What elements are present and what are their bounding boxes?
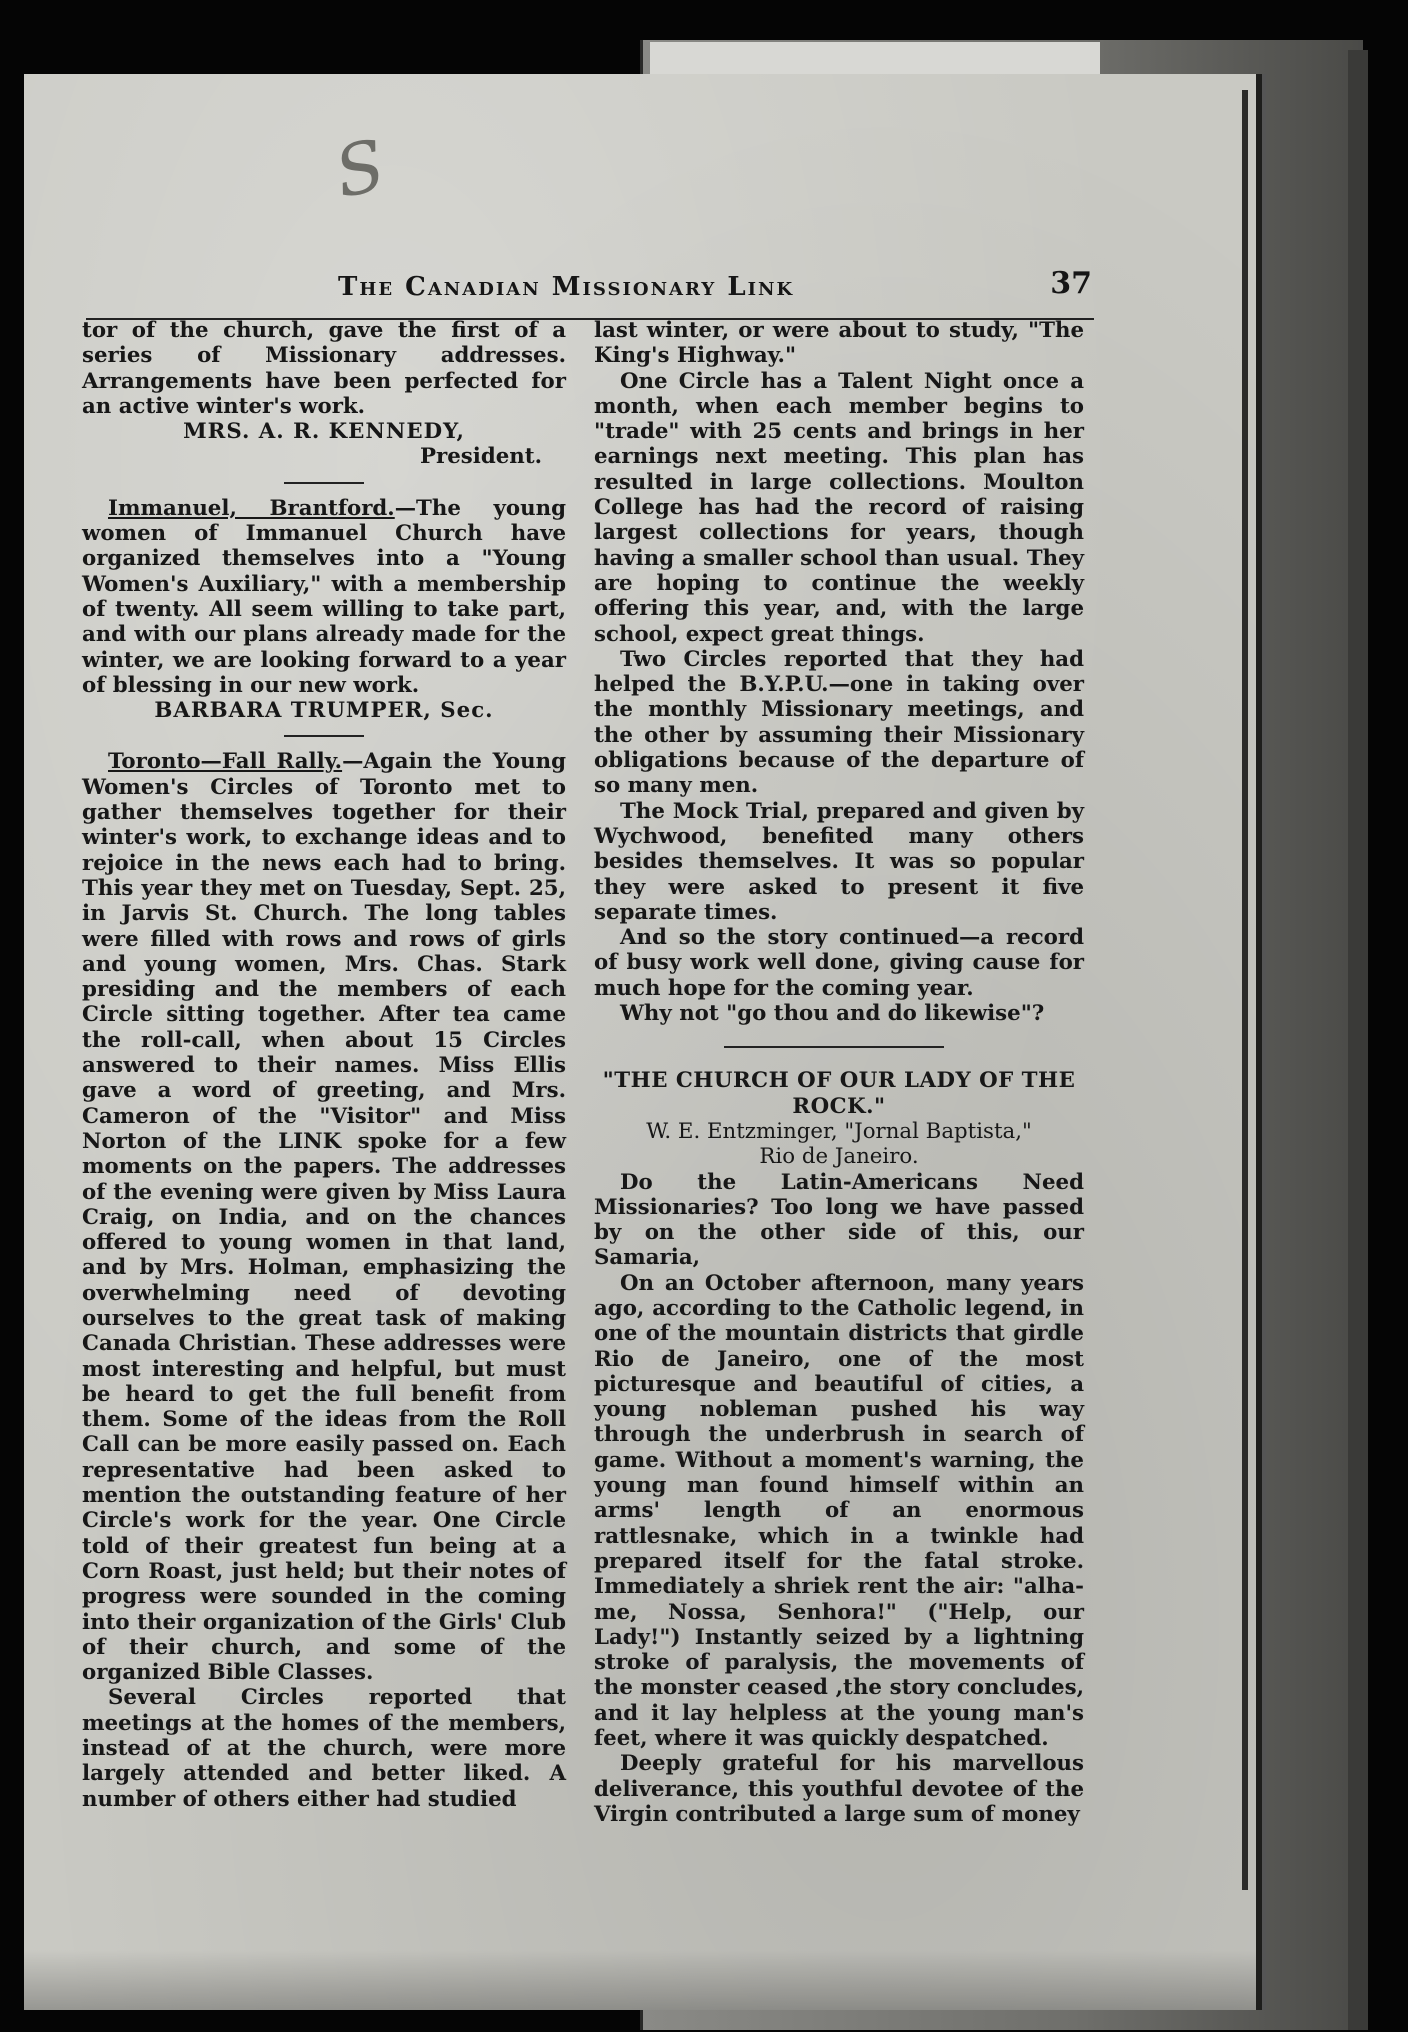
story-paragraph: And so the story continued—a record of busy work well done, giving cause for much hope for the coming year.	[594, 925, 1084, 1001]
why-not-paragraph: Why not "go thou and do likewise"?	[620, 1001, 1045, 1027]
october-paragraph: On an October afternoon, many years ago, according to the Catholic legend, in one of the mountain districts that girdle Rio de Janeiro, one of the most picturesque and beautiful of cities, a young nobleman pushed his way through the underbrush in search of game. Without a moment's warning, the young man found himself within an arms' length of an enormous rattlesnake, which in a twinkle had prepared itself for the fatal stroke. Immediately a shriek rent the air: "alha-me, Nossa, Senhora!" ("Help, our Lady!") Instantly seized by a lightning stroke of paralysis, the movements of the monster ceased ,the story concludes, and it lay helpless at the young man's feet, where it was quickly despatched.	[594, 1270, 1084, 1752]
article-separator	[594, 1026, 1084, 1064]
latin-americans-paragraph: Do the Latin-Americans Need Missionaries? Too long we have passed by on the other side of this, our Samaria,	[594, 1169, 1084, 1271]
article-byline-place: Rio de Janeiro.	[759, 1144, 919, 1170]
toronto-heading: Toronto—Fall Rally.	[108, 749, 343, 775]
article-byline: W. E. Entzminger, "Jornal Baptista,"	[646, 1118, 1032, 1144]
signature-kennedy: MRS. A. R. KENNEDY,	[183, 419, 465, 445]
toronto-paragraph	[82, 749, 566, 1685]
section-separator	[82, 723, 566, 749]
continued-paragraph: tor of the church, gave the first of a series of Missionary addresses. Arrangements have been perfected for an active winter's work.	[82, 318, 566, 419]
immanuel-paragraph	[82, 496, 566, 698]
page-number: 37	[1050, 266, 1092, 301]
mock-trial-paragraph: The Mock Trial, prepared and given by Wychwood, benefited many others besides themselves. It was so popular they were asked to present it five separate times.	[594, 798, 1084, 925]
page-edge-shadow	[1242, 90, 1248, 1890]
running-header	[86, 266, 1092, 312]
journal-title: The Canadian Missionary Link	[338, 272, 795, 302]
book-spine-edge	[1348, 50, 1368, 2030]
page-bottom-shadow	[24, 1950, 1256, 2010]
left-column	[82, 318, 566, 1812]
continued-paragraph: last winter, or were about to study, "The King's Highway."	[594, 318, 1084, 369]
right-column	[594, 318, 1084, 1827]
two-circles-paragraph: Two Circles reported that they had helped the B.Y.P.U.—one in taking over the monthly Missionary meetings, and the other by assuming their Missionary obligations because of the departure of so many men.	[594, 646, 1084, 799]
signature-title: President.	[419, 444, 542, 470]
toronto-text: —Again the Young Women's Circles of Toronto met to gather themselves together for their winter's work, to exchange ideas and to rejoice in the news each had to bring. This year they met on Tuesday, Sept. 25, in Jarvis St. Church. The long tables were filled with rows and rows of girls and young women, Mrs. Chas. Stark presiding and the members of each Circle sitting together. After tea came the roll-call, when about 15 Circles answered to their names. Miss Ellis gave a word of greeting, and Mrs. Cameron of the "Visitor" and Miss Norton of the LINK spoke for a few moments on the papers. The addresses of the evening were given by Miss Laura Craig, on India, and on the chances offered to young women in that land, and by Mrs. Holman, emphasizing the overwhelming need of devoting ourselves to the great task of making Canada Christian. These addresses were most interesting and helpful, but must be heard to get the full benefit from them. Some of the ideas from the Roll Call can be more easily passed on. Each representative had been asked to mention the outstanding feature of her Circle's work for the year. One Circle told of their greatest fun being at a Corn Roast, just held; but their notes of progress were sounded in the coming into their organization of the Girls' Club of their church, and some of the organized Bible Classes.	[82, 749, 566, 1686]
grateful-paragraph: Deeply grateful for his marvellous deliverance, this youthful devotee of the Virgin contributed a large sum of money	[594, 1751, 1084, 1827]
several-circles-paragraph: Several Circles reported that meetings at the homes of the members, instead of at the church, were more largely attended and better liked. A number of others either had studied	[82, 1685, 566, 1812]
immanuel-heading: Immanuel, Brantford.	[108, 495, 395, 521]
talent-night-paragraph: One Circle has a Talent Night once a month, when each member begins to "trade" with 25 cents and brings in her earnings next meeting. This plan has resulted in large collections. Moulton College has had the record of raising largest collections for years, though having a smaller school than usual. They are hoping to continue the weekly offering this year, and, with the large school, expect great things.	[594, 368, 1084, 647]
pencil-mark: S	[327, 123, 392, 215]
section-separator	[82, 470, 566, 496]
immanuel-text: —The young women of Immanuel Church have organized themselves into a "Young Women's Auxiliary," with a membership of twenty. All seem willing to take part, and with our plans already made for the winter, we are looking forward to a year of blessing in our new work.	[82, 495, 566, 698]
article-title: "THE CHURCH OF OUR LADY OF THE ROCK."	[602, 1068, 1076, 1119]
signature-trumper: BARBARA TRUMPER, Sec.	[154, 698, 494, 724]
